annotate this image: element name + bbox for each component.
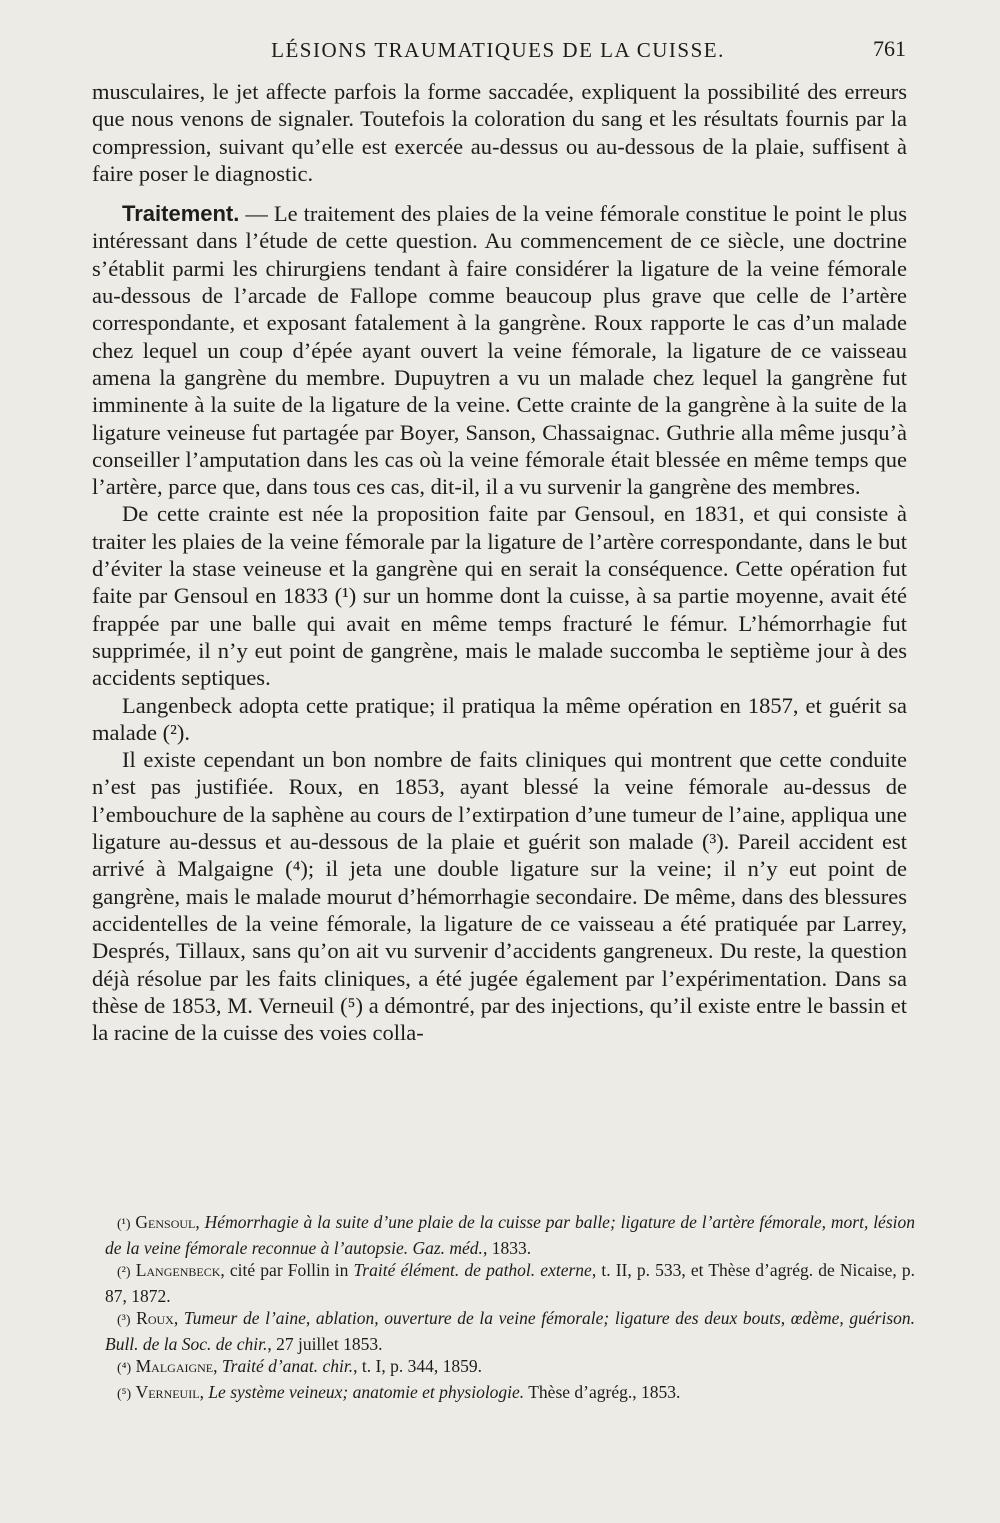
paragraph: Il existe cependant un bon nombre de faits cliniques qui montrent que cette conduite n’est pas justifiée. Roux, en 1853, ayant blessé la veine fémorale au-dessus de l’embouchure de la saphène au cours de l’extirpation d’une tumeur de l’aine, appliqua une ligature au-dessus et au-dessous de la plaie et guérit son malade (³). Pareil accident est arrivé à Malgaigne (⁴); il jeta une double ligature sur la veine; il n’y eut point de gangrène, mais le malade mourut d’hémorrhagie secondaire. De même, dans des blessures accidentelles de la veine fémorale, la ligature de ce vaisseau a été pratiquée par Larrey, Després, Tillaux, sans qu’on ait vu survenir d’accidents gangreneux. Du reste, la question déjà résolue par les faits cliniques, a été jugée également par l’expérimentation. Dans sa thèse de 1853, M. Verneuil (⁵) a démontré, par des injections, qu’il existe entre le bassin et la racine de la cuisse des voies colla- — [92, 747, 907, 1046]
running-title: LÉSIONS TRAUMATIQUES DE LA CUISSE. — [271, 38, 725, 62]
footnote-author: Verneuil — [135, 1381, 200, 1402]
footnote-title: Tumeur de l’aine, ablation, ouverture de la veine fémorale; ligature des deux bouts, œdème, guérison. Bull. de la Soc. de chir. — [105, 1308, 916, 1354]
page-header — [90, 38, 906, 68]
footnote-author: Langenbeck — [135, 1260, 221, 1280]
footnote-5: (⁵) Verneuil, Le système veineux; anatomie et physiologie. Thèse d’agrég., 1853. — [117, 1381, 681, 1402]
paragraph: musculaires, le jet affecte parfois la forme saccadée, expliquent la possibilité des erreurs que nous venons de signaler. Toutefois la coloration du sang et les résultats fournis par la compression, suivant qu’elle est exercée au-dessus ou au-dessous de la plaie, suffisent à faire poser le diagnostic. — [92, 79, 907, 186]
footnote-title: Le système veineux; anatomie et physiologie. — [208, 1381, 525, 1402]
footnotes — [105, 1211, 915, 1406]
footnote-2: (²) Langenbeck, cité par Follin in Traité élément. de pathol. externe, t. II, p. 533, et Thèse d’agrég. de Nicaise, p. 87, 1872. — [105, 1260, 916, 1306]
main-text — [92, 78, 907, 1046]
paragraph-text: — Le traitement des plaies de la veine fémorale constitue le point le plus intéressant dans l’étude de cette question. Au commencement de ce siècle, une doctrine s’établit parmi les chirurgiens tendant à faire considérer la ligature de la veine fémorale au-dessous de l’arcade de Fallope comme beaucoup plus grave que celle de l’artère correspondante, et exposant fatalement à la gangrène. Roux rapporte le cas d’un malade chez lequel un coup d’épée ayant ouvert la veine fémorale, la ligature de ce vaisseau amena la gangrène du membre. Dupuytren a vu un malade chez lequel la gangrène fut imminente à la suite de la ligature de la veine. Cette crainte de la gangrène à la suite de la ligature veineuse fut partagée par Boyer, Sanson, Chassaignac. Guthrie alla même jusqu’à conseiller l’amputation dans les cas où la veine fémorale était blessée en même temps que l’artère, parce que, dans tous ces cas, dit-il, il a vu survenir la gangrène des membres. — [92, 201, 907, 500]
footnote-title: Traité d’anat. chir. — [221, 1356, 354, 1376]
section-heading: Traitement. — [122, 201, 240, 227]
footnote-1: (¹) Gensoul, Hémorrhagie à la suite d’une plaie de la cuisse par balle; ligature de l’artère fémorale, mort, lésion de la veine fémorale reconnue à l’autopsie. Gaz. méd., 1833. — [105, 1212, 916, 1258]
footnote-title: Hémorrhagie à la suite d’une plaie de la cuisse par balle; ligature de l’artère fémorale, mort, lésion de la veine fémorale reconnue à l’autopsie. Gaz. méd. — [105, 1212, 916, 1258]
footnote-author: Roux — [136, 1308, 174, 1328]
page-number: 761 — [873, 36, 906, 61]
paragraph-gap — [92, 187, 907, 200]
footnote-4: (⁴) Malgaigne, Traité d’anat. chir., t. I, p. 344, 1859. — [117, 1356, 482, 1376]
paragraph: De cette crainte est née la proposition faite par Gensoul, en 1831, et qui consiste à traiter les plaies de la veine fémorale par la ligature de l’artère correspondante, dans le but d’éviter la stase veineuse et la gangrène qui en serait la conséquence. Cette opération fut faite par Gensoul en 1833 (¹) sur un homme dont la cuisse, à sa partie moyenne, avait été frappée par une balle qui avait en même temps fracturé le fémur. L’hémorrhagie fut supprimée, il n’y eut point de gangrène, mais le malade succomba le septième jour à des accidents septiques. — [92, 501, 907, 691]
footnote-3: (³) Roux, Tumeur de l’aine, ablation, ouverture de la veine fémorale; ligature des deux bouts, œdème, guérison. Bull. de la Soc. de chir., 27 juillet 1853. — [105, 1308, 916, 1354]
paragraph — [92, 200, 907, 500]
footnote-author: Malgaigne — [135, 1356, 214, 1376]
footnote-author: Gensoul — [135, 1212, 196, 1232]
footnote-title: Traité élément. de pathol. externe — [353, 1260, 592, 1280]
paragraph: Langenbeck adopta cette pratique; il pratiqua la même opération en 1857, et guérit sa malade (²). — [92, 692, 907, 745]
